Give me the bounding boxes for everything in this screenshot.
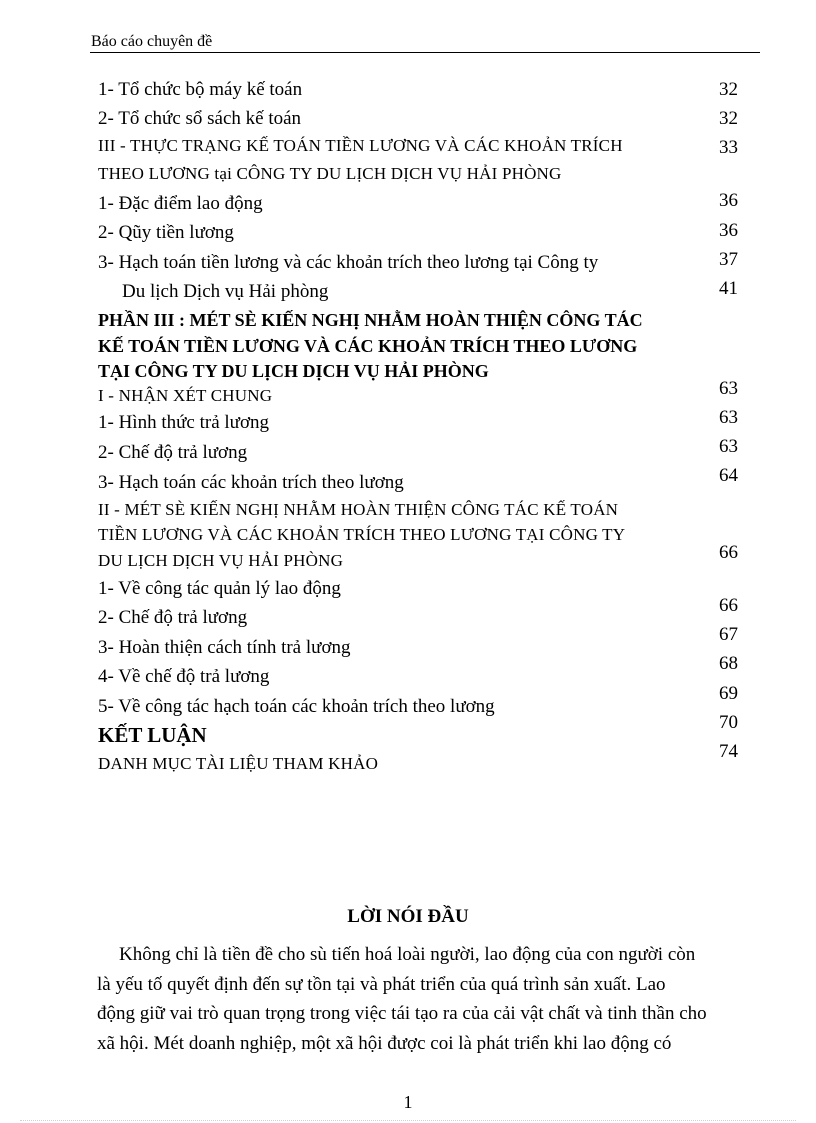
footer-divider	[20, 1120, 796, 1121]
toc-entry-text: Du lịch Dịch vụ Hải phòng	[122, 281, 329, 302]
toc-entry-text: 1- Về công tác quản lý lao động	[98, 578, 341, 599]
toc-page-number: 64	[719, 465, 738, 486]
page-number: 1	[403, 1092, 413, 1112]
paragraph-line: xã hội. Mét doanh nghiệp, một xã hội được coi là phát triển khi lao động có	[97, 1032, 672, 1054]
toc-entry-text: 3- Hạch toán tiền lương và các khoản trích theo lương tại Công ty	[98, 252, 599, 273]
toc-page-number: 68	[719, 653, 738, 674]
paragraph-line: động giữ vai trò quan trọng trong việc tái tạo ra của cải vật chất và tinh thần cho	[97, 1003, 707, 1024]
toc-entry-text: 2- Chế độ trả lương	[98, 442, 248, 463]
toc-entry-text: TẠI CÔNG TY DU LỊCH DỊCH VỤ HẢI PHÒNG	[98, 361, 489, 381]
toc-entry-text: 2- Qũy tiền lương	[98, 222, 234, 243]
toc-entry-text: TIỀN LƯƠNG VÀ CÁC KHOẢN TRÍCH THEO LƯƠNG TẠI CÔNG TY	[98, 525, 626, 544]
toc-page-number: 63	[719, 378, 738, 399]
toc-entry-text: I - NHẬN XÉT CHUNG	[98, 386, 273, 405]
toc-page-number: 63	[719, 436, 738, 457]
toc-page-number: 66	[719, 595, 738, 616]
toc-entry-text: III - THỰC TRẠNG KẾ TOÁN TIỀN LƯƠNG VÀ CÁC KHOẢN TRÍCH	[98, 136, 623, 155]
toc-page-number: 69	[719, 683, 738, 704]
toc-entry-text: KẾ TOÁN TIỀN LƯƠNG VÀ CÁC KHOẢN TRÍCH THEO LƯƠNG	[98, 336, 638, 356]
toc-page-number: 70	[719, 712, 738, 733]
toc-entry-text: PHẦN III : MÉT SÈ KIẾN NGHỊ NHẰM HOÀN THIỆN CÔNG TÁC	[98, 310, 643, 330]
toc-page-number: 32	[719, 79, 738, 100]
toc-page-number: 63	[719, 407, 738, 428]
header-divider	[90, 52, 760, 53]
toc-entry-text: 1- Tổ chức bộ máy kế toán	[98, 79, 303, 100]
toc-entry-text: 3- Hạch toán các khoản trích theo lương	[98, 472, 404, 493]
toc-entry-text: DANH MỤC TÀI LIỆU THAM KHẢO	[98, 754, 379, 773]
toc-page-number: 41	[719, 278, 738, 299]
toc-entry-text: 1- Đặc điểm lao động	[98, 193, 263, 214]
toc-entry-text: DU LỊCH DỊCH VỤ HẢI PHÒNG	[98, 551, 344, 570]
toc-page-number: 36	[719, 220, 738, 241]
toc-page-number: 32	[719, 108, 738, 129]
toc-entry-text: 3- Hoàn thiện cách tính trả lương	[98, 637, 351, 658]
paragraph-line: Không chỉ là tiền đề cho sù tiến hoá loài người, lao động của con người còn	[119, 944, 696, 965]
toc-page-number: 33	[719, 137, 738, 158]
toc-page-number: 74	[719, 741, 738, 762]
toc-entry-text: THEO LƯƠNG tại CÔNG TY DU LỊCH DỊCH VỤ HẢI PHÒNG	[98, 164, 562, 183]
toc-page-number: 66	[719, 542, 738, 563]
toc-entry-text: 5- Về công tác hạch toán các khoản trích theo lương	[98, 696, 495, 717]
toc-page-number: 36	[719, 190, 738, 211]
toc-page-number: 67	[719, 624, 738, 645]
toc-entry-text: 4- Về chế độ trả lương	[98, 666, 270, 687]
toc-entry-text: II - MÉT SÈ KIẾN NGHỊ NHẰM HOÀN THIỆN CÔNG TÁC KẾ TOÁN	[98, 500, 619, 519]
preface-paragraph	[97, 940, 744, 1058]
preface-title: LỜI NÓI ĐẦU	[347, 906, 469, 927]
toc-page-number: 37	[719, 249, 738, 270]
toc-entry-text: 1- Hình thức trả lương	[98, 412, 269, 433]
paragraph-line: là yếu tố quyết định đến sự tồn tại và phát triển của quá trình sản xuất. Lao	[97, 973, 666, 995]
toc-entry-text: 2- Chế độ trả lương	[98, 607, 248, 628]
toc-entry-text: KẾT LUẬN	[98, 723, 207, 747]
toc-entry-text: 2- Tổ chức sổ sách kế toán	[98, 108, 302, 129]
header-title: Báo cáo chuyên đề	[91, 33, 213, 50]
